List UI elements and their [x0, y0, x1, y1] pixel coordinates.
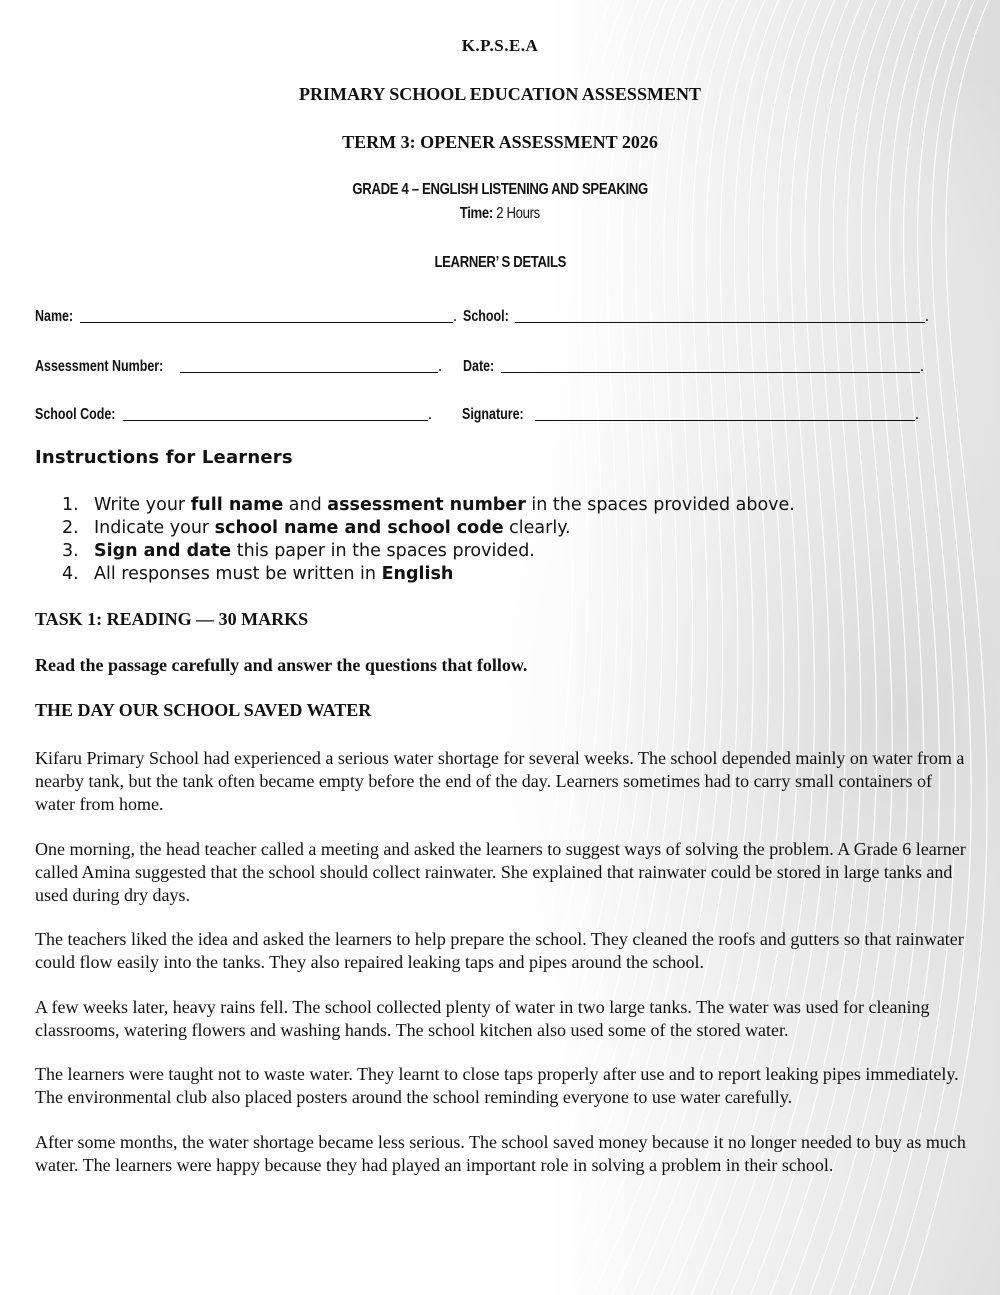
organization-title: K.P.S.E.A: [461, 36, 539, 55]
task-heading: TASK 1: READING — 30 MARKS: [35, 609, 309, 629]
passage-paragraph: After some months, the water shortage became less serious. The school saved money because it no longer needed to buy as much water. The learners were happy because they had played an important role in solving a problem in their school.: [35, 1132, 966, 1175]
instruction-emphasis: assessment number: [327, 495, 526, 515]
assessment-number-line[interactable]: [180, 372, 438, 373]
instruction-emphasis: school name and school code: [214, 518, 504, 538]
instruction-number: 4.: [62, 564, 79, 584]
passage-paragraph: Kifaru Primary School had experienced a serious water shortage for several weeks. The school depended mainly on water from a nearby tank, but the tank often became empty before the end of the day. Learners sometimes had to carry small containers of water from home.: [35, 748, 965, 814]
school-code-line[interactable]: [123, 420, 428, 421]
instructions-list: [62, 494, 795, 586]
instruction-text: this paper in the spaces provided.: [231, 541, 535, 561]
signature-field[interactable]: Signature: .: [462, 406, 919, 423]
instruction-number: 1.: [62, 495, 79, 515]
date-line[interactable]: [501, 372, 920, 373]
name-line[interactable]: [80, 322, 453, 323]
passage-paragraph: The teachers liked the idea and asked the learners to help prepare the school. They cleaned the roofs and gutters so that rainwater could flow easily into the tanks. They also repaired leaking taps and pipes around the school.: [35, 929, 964, 972]
school-field[interactable]: School: .: [463, 308, 929, 325]
instruction-text: Write your: [94, 495, 191, 515]
school-line[interactable]: [515, 322, 925, 323]
time-allowed: [0, 205, 1000, 223]
instruction-item: [62, 494, 795, 517]
instruction-emphasis: English: [381, 564, 454, 584]
instructions-heading: Instructions for Learners: [35, 447, 293, 468]
date-field[interactable]: Date: .: [463, 358, 924, 375]
instruction-text: Indicate your: [94, 518, 215, 538]
time-label: Time:: [459, 205, 494, 222]
instruction-text: and: [283, 495, 328, 515]
assessment-title: PRIMARY SCHOOL EDUCATION ASSESSMENT: [299, 84, 701, 104]
passage-paragraph: The learners were taught not to waste water. They learnt to close taps properly after use and to report leaking pipes immediately. The environmental club also placed posters around the school reminding everyone to use water carefully.: [35, 1064, 959, 1107]
instruction-number: 3.: [62, 541, 79, 561]
instruction-text: in the spaces provided above.: [525, 495, 795, 515]
grade-subject-title: GRADE 4 – ENGLISH LISTENING AND SPEAKING: [352, 181, 648, 198]
instruction-emphasis: Sign and date: [94, 541, 232, 561]
passage-title: THE DAY OUR SCHOOL SAVED WATER: [35, 700, 372, 720]
time-value: 2 Hours: [496, 205, 541, 222]
instruction-item: [62, 517, 795, 540]
name-label: Name:: [35, 308, 74, 325]
passage-paragraph: A few weeks later, heavy rains fell. The school collected plenty of water in two large tanks. The water was used for cleaning classrooms, watering flowers and washing hands. The school kitchen also used some of the stored water.: [35, 997, 930, 1040]
instruction-text: All responses must be written in: [94, 564, 382, 584]
signature-line[interactable]: [535, 420, 915, 421]
assessment-number-label: Assessment Number:: [35, 358, 164, 375]
instruction-item: [62, 563, 795, 586]
learner-details-heading: LEARNER’ S DETAILS: [434, 254, 566, 271]
school-label: School:: [463, 308, 509, 325]
signature-label: Signature:: [462, 406, 524, 423]
instruction-item: [62, 540, 795, 563]
school-code-field[interactable]: School Code: .: [35, 406, 432, 423]
school-code-label: School Code:: [35, 406, 116, 423]
assessment-number-field[interactable]: Assessment Number: .: [35, 358, 442, 375]
task-instruction: Read the passage carefully and answer the questions that follow.: [35, 655, 528, 675]
instruction-text: clearly.: [503, 518, 571, 538]
name-field[interactable]: Name: .: [35, 308, 457, 325]
date-label: Date:: [463, 358, 495, 375]
passage-paragraph: One morning, the head teacher called a meeting and asked the learners to suggest ways of solving the problem. A Grade 6 learner called Amina suggested that the school should collect rainwater. She explained that rainwater could be stored in large tanks and used during dry days.: [35, 839, 966, 905]
term-title: TERM 3: OPENER ASSESSMENT 2026: [342, 132, 658, 152]
instruction-emphasis: full name: [190, 495, 284, 515]
instruction-number: 2.: [62, 518, 79, 538]
